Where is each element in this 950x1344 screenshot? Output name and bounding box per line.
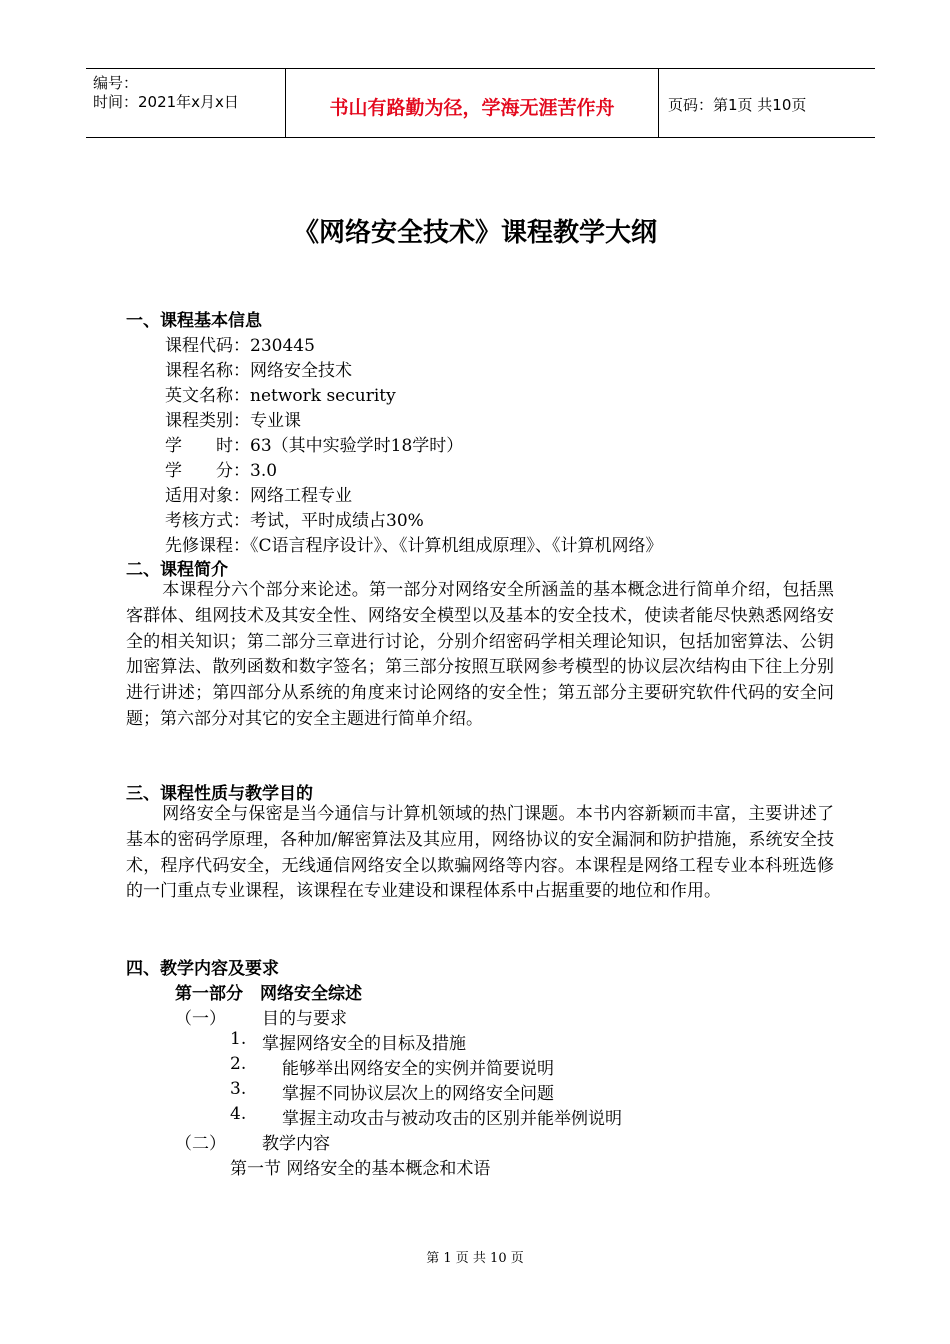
section-heading-basic-info: 一、课程基本信息 bbox=[126, 311, 262, 331]
section-line-basic-concepts: 第一节 网络安全的基本概念和术语 bbox=[230, 1159, 491, 1179]
nature-purpose-text: 网络安全与保密是当今通信与计算机领域的热门课题。本书内容新颖而丰富，主要讲述了基本的密码学原理，各种加/解密算法及其应用，网络协议的安全漏洞和防护措施，系统安全技术，程序代码安全，无线通信网络安全以欺骗网络等内容。本课程是网络工程专业本科班选修的一门重点专业课程，该课程在专业建设和课程体系中占据重要的地位和作用。 bbox=[126, 804, 834, 902]
page-header bbox=[86, 68, 875, 138]
part1-title: 第一部分 网络安全综述 bbox=[175, 984, 362, 1004]
section-heading-nature-purpose: 三、课程性质与教学目的 bbox=[126, 784, 313, 804]
header-motto: 书山有路勤为径，学海无涯苦作舟 bbox=[329, 97, 615, 119]
subsection2-title: 教学内容 bbox=[262, 1134, 330, 1154]
section-heading-content-requirements: 四、教学内容及要求 bbox=[126, 959, 279, 979]
goal-text: 掌握网络安全的目标及措施 bbox=[262, 1034, 466, 1054]
info-prerequisites: 先修课程：《C语言程序设计》、《计算机组成原理》、《计算机网络》 bbox=[165, 536, 663, 556]
info-course-category: 课程类别：专业课 bbox=[165, 411, 301, 431]
info-course-code: 课程代码：230445 bbox=[165, 336, 315, 356]
introduction-text: 本课程分六个部分来论述。第一部分对网络安全所涵盖的基本概念进行简单介绍，包括黑客群体、组网技术及其安全性、网络安全模型以及基本的安全技术，使读者能尽快熟悉网络安全的相关知识；第二部分三章进行讨论，分别介绍密码学相关理论知识，包括加密算法、公钥加密算法、散列函数和数字签名；第三部分按照互联网参考模型的协议层次结构由下往上分别进行讲述；第四部分从系统的角度来讨论网络的安全性；第五部分主要研究软件代码的安全问题；第六部分对其它的安全主题进行简单介绍。 bbox=[126, 580, 834, 729]
subsection1-label: （一） bbox=[175, 1009, 226, 1029]
document-title: 《网络安全技术》课程教学大纲 bbox=[292, 218, 657, 248]
subsection2-label: （二） bbox=[175, 1134, 226, 1154]
introduction-paragraph bbox=[126, 578, 834, 733]
goal-text: 能够举出网络安全的实例并简要说明 bbox=[282, 1059, 554, 1079]
info-class-hours: 学 时：63（其中实验学时18学时） bbox=[165, 436, 464, 456]
goal-number: 4. bbox=[230, 1104, 247, 1124]
info-assessment: 考核方式：考试，平时成绩占30% bbox=[165, 511, 424, 531]
subsection1-title: 目的与要求 bbox=[262, 1009, 347, 1029]
info-target-audience: 适用对象：网络工程专业 bbox=[165, 486, 352, 506]
goal-text: 掌握主动攻击与被动攻击的区别并能举例说明 bbox=[282, 1109, 622, 1129]
goal-number: 1. bbox=[230, 1029, 247, 1049]
header-page-cell bbox=[659, 69, 875, 137]
header-page-code: 页码：第1页 共10页 bbox=[668, 96, 807, 114]
goal-number: 3. bbox=[230, 1079, 247, 1099]
document-number-label: 编号： bbox=[93, 74, 139, 92]
document-date-label: 时间：2021年x月x日 bbox=[93, 93, 239, 111]
section-heading-introduction: 二、课程简介 bbox=[126, 560, 228, 580]
goal-text: 掌握不同协议层次上的网络安全问题 bbox=[282, 1084, 554, 1104]
info-credits: 学 分：3.0 bbox=[165, 461, 278, 481]
nature-purpose-paragraph bbox=[126, 802, 834, 905]
info-english-name: 英文名称：network security bbox=[165, 386, 396, 406]
page-footer: 第 1 页 共 10 页 bbox=[426, 1251, 524, 1266]
header-left-cell bbox=[86, 69, 286, 137]
info-course-name: 课程名称：网络安全技术 bbox=[165, 361, 352, 381]
goal-number: 2. bbox=[230, 1054, 247, 1074]
header-motto-cell bbox=[286, 69, 659, 137]
